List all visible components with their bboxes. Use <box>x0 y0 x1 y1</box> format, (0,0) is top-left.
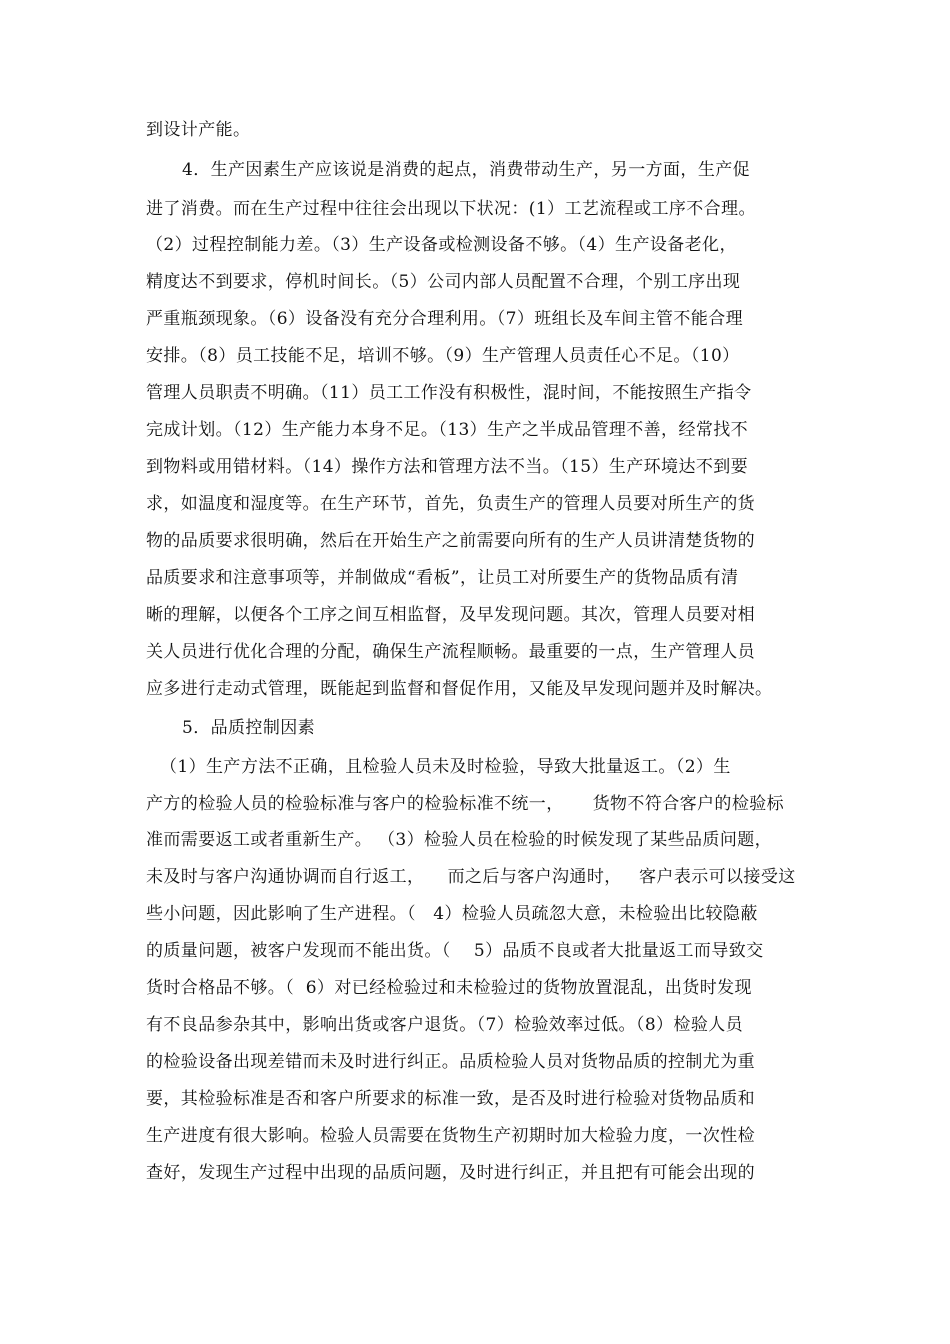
text-line: 严重瓶颈现象。（6）设备没有充分合理利用。（7）班组长及车间主管不能合理 <box>146 309 744 329</box>
text-line: （2）过程控制能力差。（3）生产设备或检测设备不够。（4）生产设备老化， <box>146 235 737 255</box>
text-line: 未及时与客户沟通协调而自行返工， 而之后与客户沟通时， 客户表示可以接受这 <box>146 867 796 887</box>
text-line: 产方的检验人员的检验标准与客户的检验标准不统一， 货物不符合客户的检验标 <box>146 794 785 814</box>
text-line: 物的品质要求很明确，然后在开始生产之前需要向所有的生产人员讲清楚货物的 <box>146 531 755 551</box>
text-line: 晰的理解，以便各个工序之间互相监督，及早发现问题。其次，管理人员要对相 <box>146 605 755 625</box>
section-4-heading-line: 4．生产因素生产应该说是消费的起点，消费带动生产，另一方面，生产促 <box>182 160 751 180</box>
text-line: 的质量问题，被客户发现而不能出货。（ 5）品质不良或者大批量返工而导致交 <box>146 941 764 961</box>
text-line: 完成计划。（12）生产能力本身不足。（13）生产之半成品管理不善，经常找不 <box>146 420 749 440</box>
text-line: 有不良品参杂其中，影响出货或客户退货。（7）检验效率过低。（8）检验人员 <box>146 1015 744 1035</box>
text-line: 管理人员职责不明确。（11）员工工作没有积极性，混时间，不能按照生产指令 <box>146 383 752 403</box>
text-line: 精度达不到要求，停机时间长。（5）公司内部人员配置不合理，个别工序出现 <box>146 272 741 292</box>
text-line: （1）生产方法不正确，且检验人员未及时检验，导致大批量返工。（2）生 <box>160 757 731 777</box>
text-line: 应多进行走动式管理，既能起到监督和督促作用，又能及早发现问题并及时解决。 <box>146 679 773 699</box>
text-line: 要，其检验标准是否和客户所要求的标准一致，是否及时进行检验对货物品质和 <box>146 1089 755 1109</box>
text-line: 的检验设备出现差错而未及时进行纠正。品质检验人员对货物品质的控制尤为重 <box>146 1052 755 1072</box>
text-line: 安排。（8）员工技能不足，培训不够。（9）生产管理人员责任心不足。（10） <box>146 346 740 366</box>
text-line: 关人员进行优化合理的分配，确保生产流程顺畅。最重要的一点，生产管理人员 <box>146 642 755 662</box>
text-line: 求，如温度和湿度等。在生产环节，首先，负责生产的管理人员要对所生产的货 <box>146 494 755 514</box>
text-line: 货时合格品不够。（ 6）对已经检验过和未检验过的货物放置混乱，出货时发现 <box>146 978 752 998</box>
text-line: 些小问题，因此影响了生产进程。（ 4）检验人员疏忽大意，未检验出比较隐蔽 <box>146 904 758 924</box>
text-line: 生产进度有很大影响。检验人员需要在货物生产初期时加大检验力度，一次性检 <box>146 1126 755 1146</box>
text-line: 到设计产能。 <box>146 120 251 140</box>
text-line: 到物料或用错材料。（14）操作方法和管理方法不当。（15）生产环境达不到要 <box>146 457 749 477</box>
text-line: 查好，发现生产过程中出现的品质问题，及时进行纠正，并且把有可能会出现的 <box>146 1163 755 1183</box>
text-line: 品质要求和注意事项等，并制做成“看板”，让员工对所要生产的货物品质有清 <box>146 568 739 588</box>
text-line: 进了消费。而在生产过程中往往会出现以下状况：(1）工艺流程或工序不合理。 <box>146 199 756 219</box>
text-line: 准而需要返工或者重新生产。 （3）检验人员在检验的时候发现了某些品质问题， <box>146 830 773 850</box>
section-5-heading: 5．品质控制因素 <box>182 718 316 738</box>
